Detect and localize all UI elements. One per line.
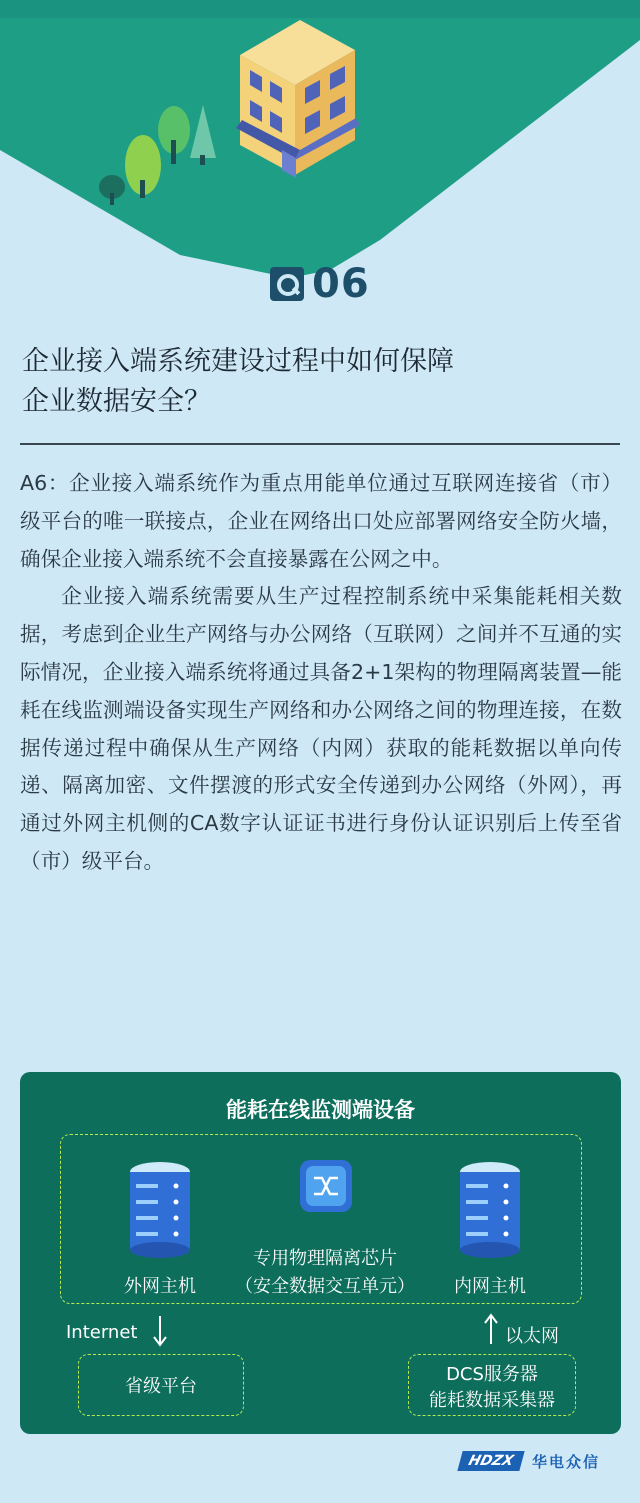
ethernet-label: 以太网: [505, 1326, 559, 1347]
section-badge: [270, 262, 370, 306]
question-line-1: 企业接入端系统建设过程中如何保障: [22, 346, 454, 377]
dcs-label-2: 能耗数据采集器: [429, 1390, 555, 1411]
inner-server-icon: [454, 1160, 526, 1260]
chip-label-1: 专用物理隔离芯片: [253, 1248, 397, 1269]
inner-host-label: 内网主机: [454, 1276, 526, 1297]
answer-body: [20, 465, 622, 881]
chip-label-2: （安全数据交互单元）: [235, 1276, 415, 1297]
logo-mark: HDZX: [457, 1451, 524, 1471]
internet-label: Internet: [66, 1322, 138, 1343]
outer-host-label: 外网主机: [124, 1276, 196, 1297]
divider: [20, 443, 620, 445]
brand-name: 华电众信: [532, 1452, 601, 1471]
isolation-chip-icon: [296, 1156, 356, 1216]
province-platform-label: 省级平台: [125, 1376, 197, 1397]
dcs-label-1: DCS服务器: [446, 1364, 538, 1385]
answer-paragraph-1: A6：企业接入端系统作为重点用能单位通过互联网连接省（市）级平台的唯一联接点，企业在网络出口处应部署网络安全防火墙，确保企业接入端系统不会直接暴露在公网之中。: [20, 471, 622, 571]
arrow-down-icon: [152, 1314, 168, 1348]
question-heading: [22, 342, 622, 422]
hero-illustration: [0, 0, 640, 300]
diagram-title: 能耗在线监测端设备: [226, 1098, 415, 1122]
answer-paragraph-2: 企业接入端系统需要从生产过程控制系统中采集能耗相关数据，考虑到企业生产网络与办公网络（互联网）之间并不互通的实际情况，企业接入端系统将通过具备2+1架构的物理隔离装置—能耗在线监测端设备实现生产网络和办公网络之间的物理连接，在数据传递过程中确保从生产网络（内网）获取的能耗数据以单向传递、隔离加密、文件摆渡的形式安全传递到办公网络（外网），再通过外网主机侧的CA数字认证证书进行身份认证识别后上传至省（市）级平台。: [20, 584, 622, 873]
device-diagram: [20, 1072, 621, 1434]
magnifier-icon: [270, 267, 304, 301]
section-number: 06: [312, 261, 370, 307]
outer-server-icon: [124, 1160, 196, 1260]
brand-logo: [460, 1450, 600, 1472]
question-line-2: 企业数据安全？: [22, 386, 211, 417]
arrow-up-icon: [483, 1312, 499, 1346]
